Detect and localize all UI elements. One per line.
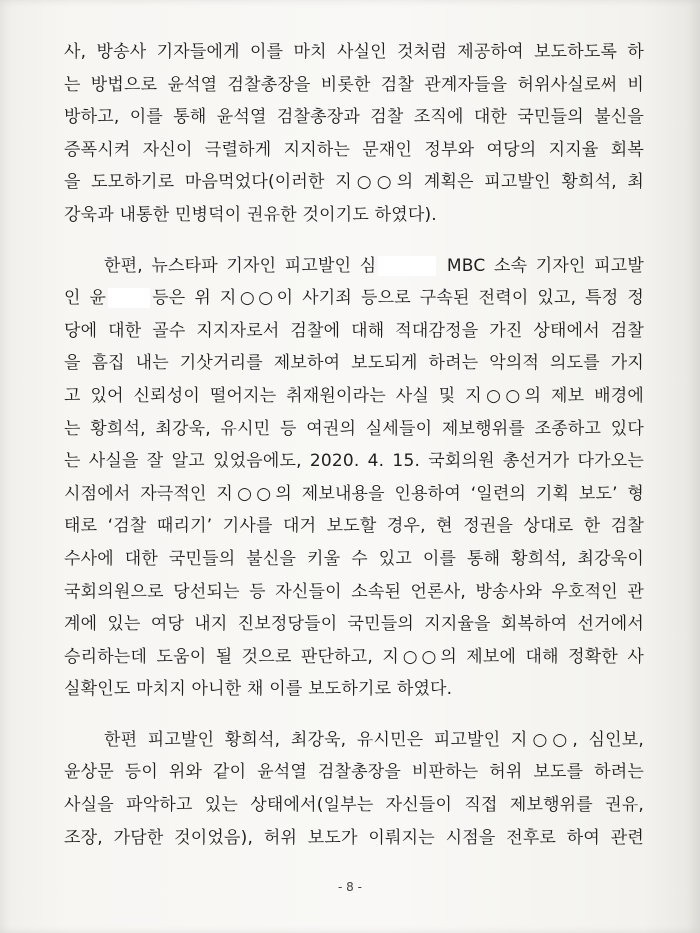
paragraph-1 <box>64 36 644 232</box>
text-line: 방하고, 이를 통해 윤석열 검찰총장과 검찰 조직에 대한 국민들의 불신을 <box>64 107 644 128</box>
text-line: 는 황희석, 최강욱, 유시민 등 여권의 실세들이 제보행위를 조종하고 있다 <box>64 418 644 439</box>
text-line: 을 흠집 내는 기삿거리를 제보하여 보도되게 하려는 악의적 의도를 가지 <box>64 353 644 374</box>
page-number: - 8 - <box>338 880 362 894</box>
text-line: 증폭시켜 자신이 극렬하게 지지하는 문재인 정부와 여당의 지지율 회복 <box>64 139 644 160</box>
redaction-mark <box>108 288 150 308</box>
text-line: 사실을 파악하고 있는 상태에서(일부는 자신들이 직접 제보행위를 권유, <box>64 795 644 816</box>
text-line: 한편 피고발인 황희석, 최강욱, 유시민은 피고발인 지○○, 심인보, <box>104 729 644 750</box>
text-line: 당에 대한 골수 지지자로서 검찰에 대해 적대감정을 가진 상태에서 검찰 <box>64 320 644 341</box>
text-line: 계에 있는 여당 내지 진보정당들이 국민들의 지지율을 회복하여 선거에서 <box>64 614 644 635</box>
text-line: 수사에 대한 국민들의 불신을 키울 수 있고 이를 통해 황희석, 최강욱이 <box>64 548 644 569</box>
text-line: 을 도모하기로 마음먹었다(이러한 지○○의 계획은 피고발인 황희석, 최 <box>64 172 644 193</box>
paragraph-3 <box>64 724 644 854</box>
text-line: 고 있어 신뢰성이 떨어지는 취재원이라는 사실 및 지○○의 제보 배경에 <box>64 385 644 406</box>
text-line: 사, 방송사 기자들에게 이를 마치 사실인 것처럼 제공하여 보도하도록 하 <box>64 42 644 62</box>
text-line: 승리하는데 도움이 될 것으로 판단하고, 지○○의 제보에 대해 정확한 사 <box>64 646 644 667</box>
text-line: 는 방법으로 윤석열 검찰총장을 비롯한 검찰 관계자들을 허위사실로써 비 <box>64 74 644 95</box>
text-segment: MBC 소속 기자인 피고발 <box>438 255 644 276</box>
document-body <box>64 36 644 854</box>
text-line: 실확인도 마치지 아니한 채 이를 보도하기로 하였다. <box>64 679 453 700</box>
text-line: 조장, 가담한 것이었음), 허위 보도가 이뤄지는 시점을 전후로 하여 관련 <box>64 827 644 848</box>
text-line: 태로 ‘검찰 때리기’ 기사를 대거 보도할 경우, 현 정권을 상대로 한 검찰 <box>64 516 644 537</box>
text-segment: 한편, 뉴스타파 기자인 피고발인 심 <box>104 255 377 276</box>
text-segment: 인 윤 <box>64 288 107 309</box>
redaction-mark <box>378 256 436 276</box>
text-line: 강욱과 내통한 민병덕이 권유한 것이기도 하였다). <box>64 204 437 225</box>
text-line <box>64 250 644 283</box>
text-segment: 등은 위 지○○이 사기죄 등으로 구속된 전력이 있고, 특정 정 <box>152 288 644 309</box>
text-line: 는 사실을 잘 알고 있었음에도, 2020. 4. 15. 국회의원 총선거가 다가오는 <box>64 451 644 472</box>
text-line <box>64 282 644 315</box>
text-line: 시점에서 자극적인 지○○의 제보내용을 인용하여 ‘일련의 기획 보도’ 형 <box>64 483 644 504</box>
paragraph-2 <box>64 250 644 706</box>
text-line: 윤상문 등이 위와 같이 윤석열 검찰총장을 비판하는 허위 보도를 하려는 <box>64 762 644 783</box>
text-line: 국회의원으로 당선되는 등 자신들이 소속된 언론사, 방송사와 우호적인 관 <box>64 581 644 602</box>
